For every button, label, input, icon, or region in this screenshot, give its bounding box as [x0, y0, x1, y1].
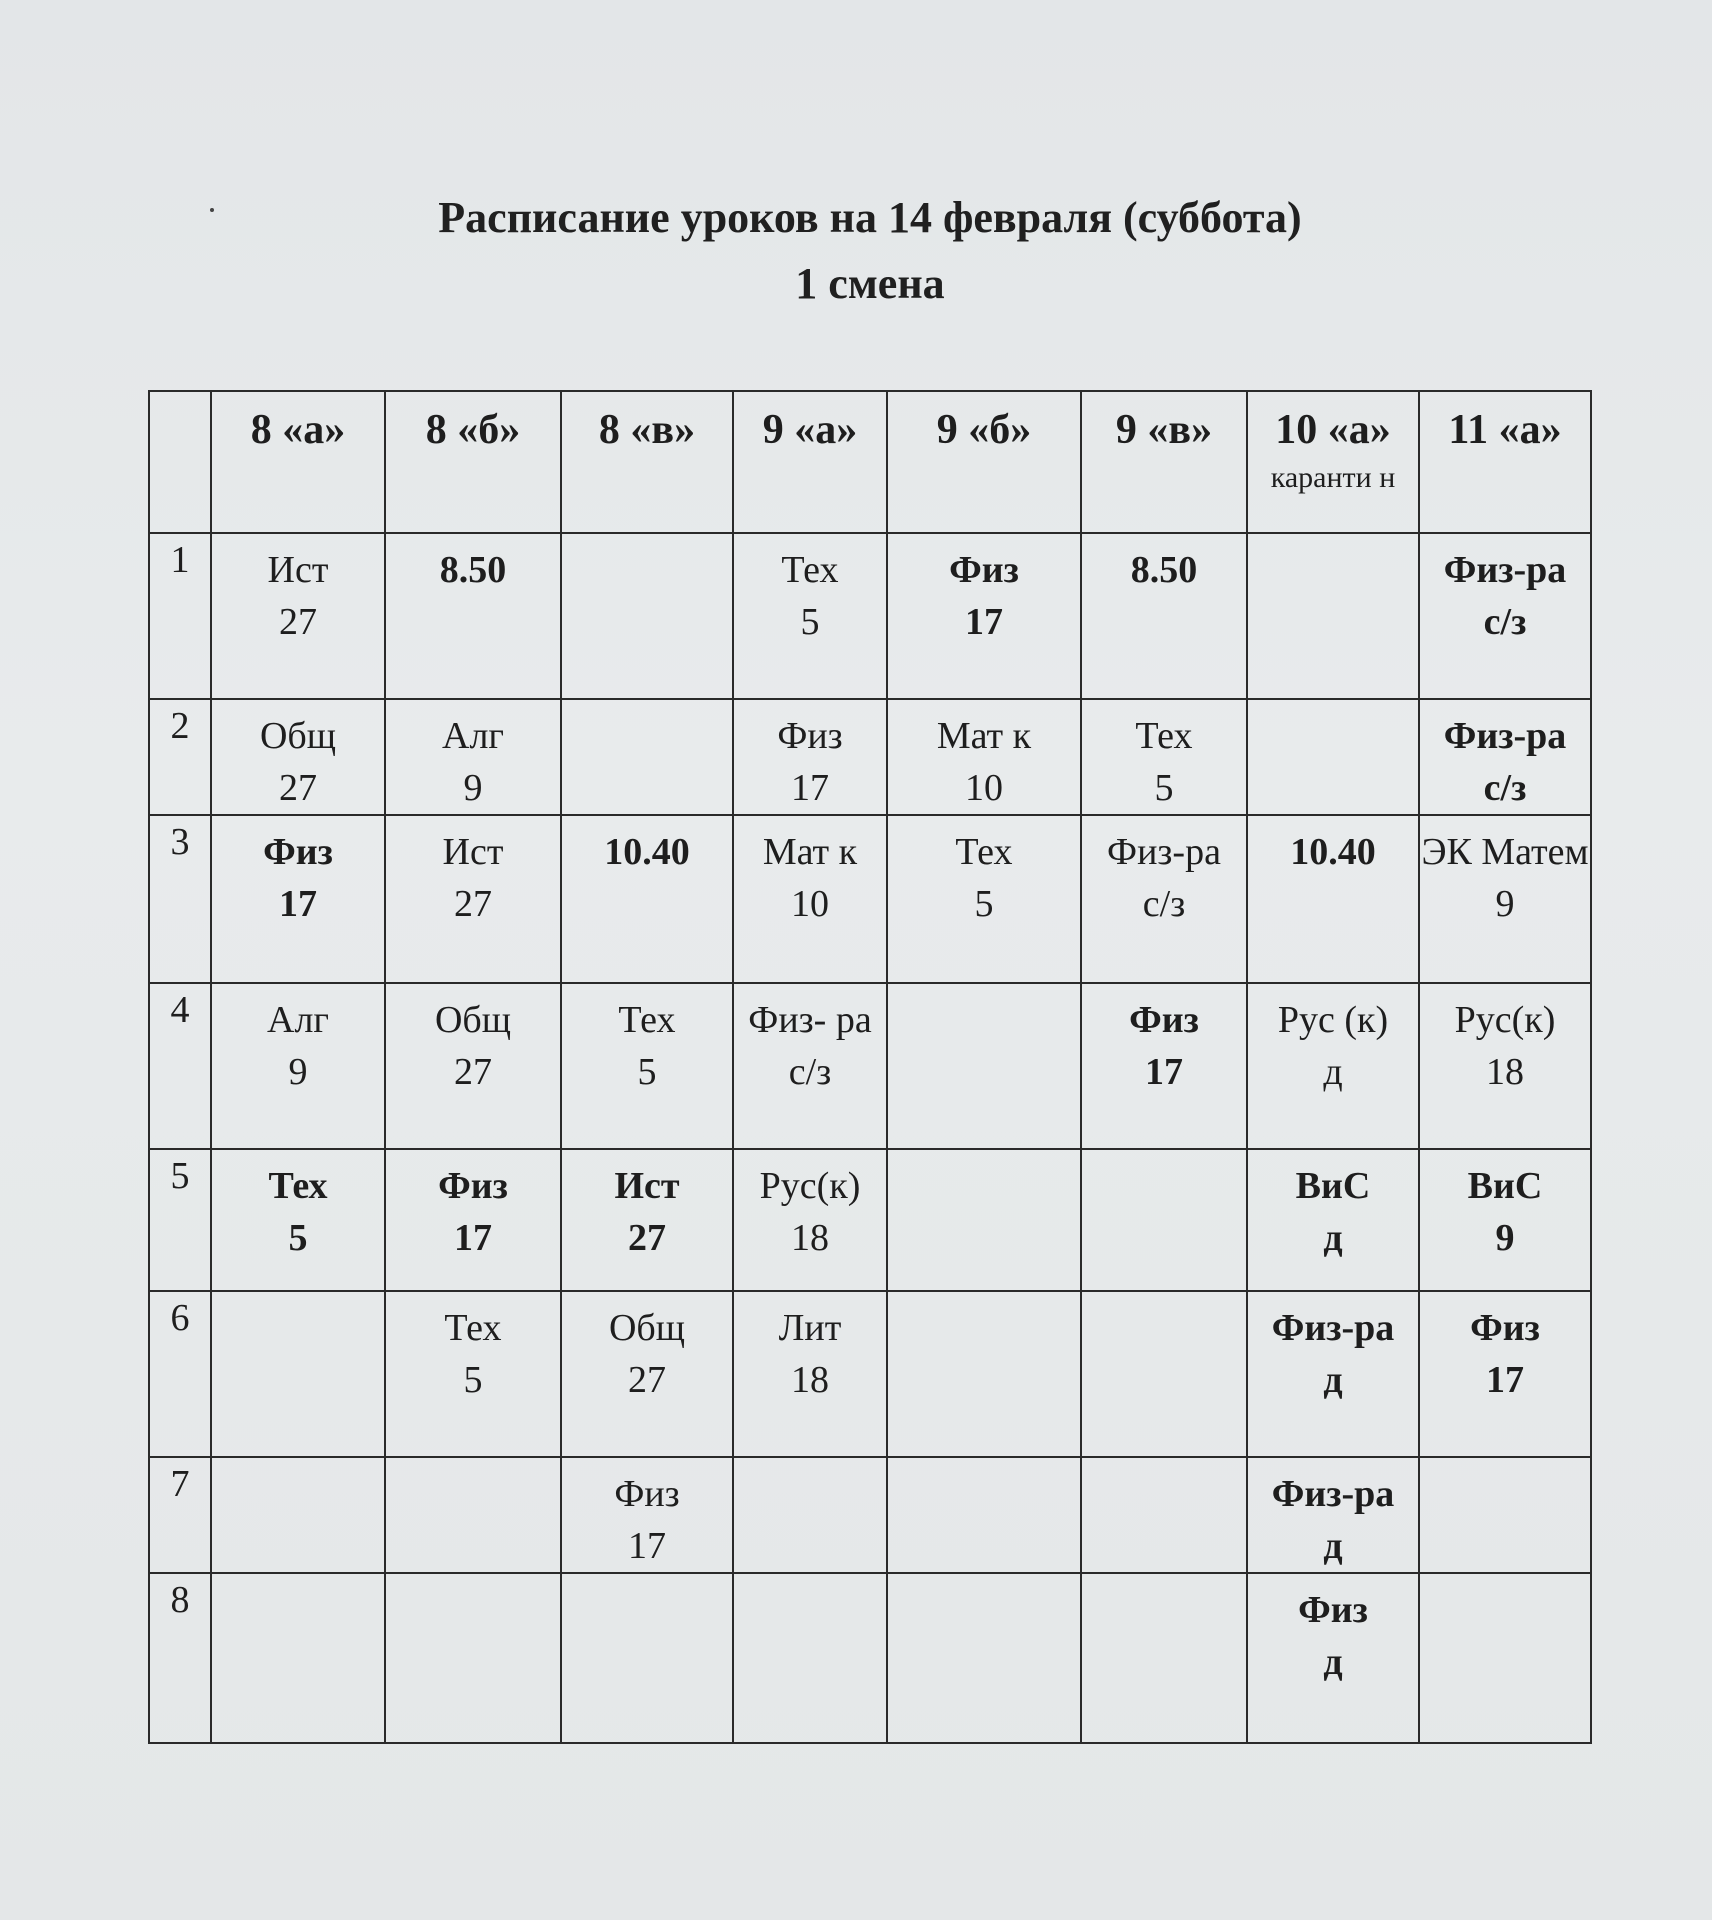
room-number: с/з [1483, 767, 1527, 809]
subject-name: Тех [444, 1307, 502, 1349]
lesson-cell [733, 1573, 887, 1743]
lesson-cell [211, 699, 385, 815]
lesson-content [1248, 1292, 1418, 1406]
lesson-cell [561, 983, 733, 1149]
lesson-cell [1081, 815, 1247, 983]
lesson-content [1082, 1292, 1246, 1302]
subject-name: Мат к [762, 831, 858, 873]
room-number: 10 [965, 767, 1003, 809]
subject-name: Тех [955, 831, 1013, 873]
lesson-content [1248, 1574, 1418, 1688]
room-number: 27 [628, 1217, 666, 1259]
lesson-cell [1247, 699, 1419, 815]
lesson-cell [1081, 1291, 1247, 1457]
room-number: 18 [791, 1359, 829, 1401]
lesson-cell [1247, 983, 1419, 1149]
room-number: 27 [279, 601, 317, 643]
lesson-cell [887, 815, 1081, 983]
room-number: 27 [279, 767, 317, 809]
room-number: 17 [279, 883, 317, 925]
page-title: Расписание уроков на 14 февраля (суббота) [438, 193, 1302, 242]
lesson-cell [887, 1573, 1081, 1743]
subject-name: Рус(к) [1454, 999, 1556, 1041]
class-name: 10 «а» [1275, 407, 1391, 453]
lesson-content [734, 1292, 886, 1406]
lesson-row [149, 1457, 1591, 1573]
room-number: 17 [628, 1525, 666, 1567]
class-header [211, 391, 385, 533]
lesson-content [1082, 1458, 1246, 1468]
lesson-content [212, 1150, 384, 1264]
lesson-cell [1419, 699, 1591, 815]
lesson-content [212, 1574, 384, 1584]
room-number: 18 [1486, 1051, 1524, 1093]
lesson-cell [385, 1149, 561, 1291]
subject-name: 8.50 [439, 549, 507, 591]
lesson-content [734, 984, 886, 1098]
class-name: 9 «б» [936, 407, 1032, 453]
schedule-table [148, 390, 1592, 1744]
room-number: 27 [454, 1051, 492, 1093]
lesson-cell [887, 1457, 1081, 1573]
lesson-content [1248, 1458, 1418, 1572]
lesson-cell [1419, 815, 1591, 983]
room-number: 5 [1154, 767, 1174, 809]
lesson-cell [1081, 533, 1247, 699]
room-number: д [1323, 1525, 1343, 1567]
lesson-content [888, 1292, 1080, 1302]
lesson-cell [561, 1291, 733, 1457]
room-number: 27 [454, 883, 492, 925]
lesson-cell [733, 1149, 887, 1291]
lesson-cell [1247, 1457, 1419, 1573]
lesson-content [1420, 1292, 1590, 1406]
subject-name: Физ-ра [1107, 831, 1221, 873]
lesson-cell [733, 983, 887, 1149]
room-number: д [1323, 1641, 1343, 1683]
class-name: 11 «а» [1448, 407, 1562, 453]
lesson-row [149, 815, 1591, 983]
lesson-content [1082, 1150, 1246, 1160]
class-name: 8 «в» [598, 407, 696, 453]
lesson-number: 1 [149, 533, 211, 699]
subject-name: Ист [614, 1165, 680, 1207]
lesson-content [888, 700, 1080, 814]
room-number: 17 [454, 1217, 492, 1259]
lesson-cell [733, 815, 887, 983]
lesson-number: 6 [149, 1291, 211, 1457]
room-number: д [1323, 1051, 1343, 1093]
subject-name: Общ [608, 1307, 686, 1349]
subject-name: ВиС [1295, 1165, 1371, 1207]
lesson-content [1420, 1150, 1590, 1264]
lesson-content [386, 816, 560, 930]
room-number: 5 [637, 1051, 657, 1093]
room-number: 9 [1495, 883, 1515, 925]
room-number: 9 [1495, 1217, 1515, 1259]
subject-name: Тех [268, 1165, 328, 1207]
lesson-cell [385, 699, 561, 815]
lesson-content [212, 534, 384, 648]
lesson-content [1420, 700, 1590, 814]
class-header [733, 391, 887, 533]
subject-name: Лит [778, 1307, 842, 1349]
lesson-row [149, 699, 1591, 815]
lesson-content [1420, 1458, 1590, 1468]
lesson-cell [211, 983, 385, 1149]
lesson-number: 4 [149, 983, 211, 1149]
room-number: 5 [974, 883, 994, 925]
lesson-cell [1081, 983, 1247, 1149]
lesson-content [734, 1150, 886, 1264]
lesson-cell [1081, 699, 1247, 815]
lesson-cell [887, 1149, 1081, 1291]
subject-name: Рус(к) [759, 1165, 861, 1207]
lesson-cell [1247, 1149, 1419, 1291]
lesson-cell [1247, 1573, 1419, 1743]
lesson-cell [561, 1149, 733, 1291]
class-header [561, 391, 733, 533]
lesson-content [734, 534, 886, 648]
lesson-row [149, 533, 1591, 699]
subject-name: Физ-ра [1271, 1473, 1395, 1515]
class-header [385, 391, 561, 533]
class-name: 9 «в» [1115, 407, 1213, 453]
lesson-cell [887, 533, 1081, 699]
lesson-cell [561, 1457, 733, 1573]
room-number: 17 [791, 767, 829, 809]
subject-name: Физ [1298, 1589, 1368, 1631]
page-subtitle: 1 смена [795, 259, 945, 308]
lesson-content [212, 1292, 384, 1302]
lesson-content [386, 1292, 560, 1406]
subject-name: Физ-ра [1443, 549, 1567, 591]
lesson-cell [1247, 1291, 1419, 1457]
lesson-content [562, 1292, 732, 1406]
subject-name: ВиС [1467, 1165, 1543, 1207]
lesson-cell [385, 1291, 561, 1457]
lesson-cell [1081, 1457, 1247, 1573]
class-header [1081, 391, 1247, 533]
lesson-cell [385, 1573, 561, 1743]
room-number: с/з [1142, 883, 1186, 925]
lesson-cell [887, 983, 1081, 1149]
room-number: с/з [788, 1051, 832, 1093]
lesson-content [734, 1574, 886, 1584]
lesson-content [1420, 816, 1590, 930]
lesson-content [386, 1574, 560, 1584]
lesson-content [1082, 816, 1246, 930]
subject-name: Алг [442, 715, 504, 757]
lesson-content [562, 1458, 732, 1572]
lesson-cell [1419, 1573, 1591, 1743]
lesson-content [734, 1458, 886, 1468]
lesson-content [734, 816, 886, 930]
room-number: 10 [791, 883, 829, 925]
class-name: 9 «а» [762, 407, 858, 453]
class-header [887, 391, 1081, 533]
class-header [1247, 391, 1419, 533]
lesson-number: 8 [149, 1573, 211, 1743]
lesson-content [1248, 984, 1418, 1098]
lesson-content [562, 1574, 732, 1584]
lesson-number: 2 [149, 699, 211, 815]
lesson-cell [211, 533, 385, 699]
subject-name: Физ [1129, 999, 1199, 1041]
lesson-content [1082, 984, 1246, 1098]
room-number: 9 [463, 767, 483, 809]
subject-name: Физ [949, 549, 1019, 591]
lesson-cell [1247, 533, 1419, 699]
lesson-cell [733, 533, 887, 699]
subject-name: Физ [263, 831, 333, 873]
lesson-cell [385, 815, 561, 983]
lesson-cell [733, 1457, 887, 1573]
subject-name: Тех [1135, 715, 1193, 757]
lesson-content [888, 1458, 1080, 1468]
lesson-content [1248, 1150, 1418, 1264]
room-number: 9 [288, 1051, 308, 1093]
subject-name: Физ [438, 1165, 508, 1207]
lesson-cell [1419, 1149, 1591, 1291]
lesson-cell [1419, 983, 1591, 1149]
subject-name: Физ [1470, 1307, 1540, 1349]
room-number: 27 [628, 1359, 666, 1401]
lesson-content [212, 984, 384, 1098]
lesson-content [212, 1458, 384, 1468]
room-number: 17 [965, 601, 1003, 643]
paper-speck [210, 208, 214, 212]
lesson-content [562, 1150, 732, 1264]
lesson-cell [1419, 533, 1591, 699]
subject-name: 10.40 [1290, 831, 1376, 873]
room-number: 18 [791, 1217, 829, 1259]
lesson-content [888, 534, 1080, 648]
lesson-content [386, 1150, 560, 1264]
subject-name: Общ [434, 999, 512, 1041]
lesson-cell [1419, 1291, 1591, 1457]
lesson-cell [733, 1291, 887, 1457]
class-name: 8 «б» [425, 407, 521, 453]
lesson-cell [385, 533, 561, 699]
lesson-number: 5 [149, 1149, 211, 1291]
lesson-cell [1081, 1573, 1247, 1743]
lesson-content [1420, 1574, 1590, 1584]
room-number: 5 [288, 1217, 308, 1259]
subject-name: Физ-ра [1271, 1307, 1395, 1349]
subject-name: Физ [777, 715, 843, 757]
room-number: с/з [1483, 601, 1527, 643]
lesson-cell [1081, 1149, 1247, 1291]
lesson-cell [887, 1291, 1081, 1457]
lesson-content [1420, 534, 1590, 648]
lesson-cell [561, 815, 733, 983]
subject-name: Ист [267, 549, 329, 591]
lesson-cell [211, 1291, 385, 1457]
room-number: 17 [1486, 1359, 1524, 1401]
lesson-cell [385, 983, 561, 1149]
lesson-content [562, 534, 732, 544]
lesson-content [386, 700, 560, 814]
lesson-content [386, 1458, 560, 1468]
lesson-content [562, 984, 732, 1098]
corner-cell [149, 391, 211, 533]
lesson-content [1082, 700, 1246, 814]
lesson-row [149, 1573, 1591, 1743]
subject-name: 10.40 [604, 831, 690, 873]
subject-name: Алг [267, 999, 329, 1041]
lesson-row [149, 1291, 1591, 1457]
lesson-content [888, 1150, 1080, 1160]
lesson-cell [733, 699, 887, 815]
lesson-cell [561, 533, 733, 699]
lesson-cell [887, 699, 1081, 815]
lesson-content [734, 700, 886, 814]
lesson-cell [211, 1149, 385, 1291]
subject-name: ЭК Матем [1421, 831, 1589, 873]
class-note: каранти н [1270, 461, 1396, 494]
room-number: 5 [800, 601, 820, 643]
room-number: д [1323, 1359, 1343, 1401]
room-number: 17 [1145, 1051, 1183, 1093]
lesson-content [212, 700, 384, 814]
class-name: 8 «а» [250, 407, 346, 453]
lesson-number: 7 [149, 1457, 211, 1573]
lesson-content [888, 1574, 1080, 1584]
header-row [149, 391, 1591, 533]
lesson-content [212, 816, 384, 930]
room-number: д [1323, 1217, 1343, 1259]
lesson-content [1082, 534, 1246, 596]
lesson-content [386, 984, 560, 1098]
lesson-cell [385, 1457, 561, 1573]
lesson-row [149, 983, 1591, 1149]
subject-name: Мат к [936, 715, 1032, 757]
subject-name: Физ- ра [748, 999, 872, 1041]
lesson-content [562, 700, 732, 710]
subject-name: Общ [259, 715, 337, 757]
lesson-content [1420, 984, 1590, 1098]
subject-name: Тех [618, 999, 676, 1041]
lesson-content [1248, 816, 1418, 878]
subject-name: Рус (к) [1277, 999, 1389, 1041]
lesson-row [149, 1149, 1591, 1291]
lesson-number: 3 [149, 815, 211, 983]
lesson-cell [211, 1573, 385, 1743]
class-header [1419, 391, 1591, 533]
lesson-cell [561, 699, 733, 815]
subject-name: 8.50 [1130, 549, 1198, 591]
subject-name: Физ [614, 1473, 680, 1515]
lesson-cell [211, 815, 385, 983]
subject-name: Ист [442, 831, 504, 873]
lesson-content [1248, 700, 1418, 710]
room-number: 5 [463, 1359, 483, 1401]
lesson-content [386, 534, 560, 596]
lesson-content [1248, 534, 1418, 544]
lesson-cell [211, 1457, 385, 1573]
subject-name: Физ-ра [1443, 715, 1567, 757]
lesson-content [888, 984, 1080, 994]
lesson-content [1082, 1574, 1246, 1584]
lesson-content [888, 816, 1080, 930]
lesson-cell [1247, 815, 1419, 983]
lesson-cell [561, 1573, 733, 1743]
subject-name: Тех [781, 549, 839, 591]
lesson-content [562, 816, 732, 878]
lesson-cell [1419, 1457, 1591, 1573]
